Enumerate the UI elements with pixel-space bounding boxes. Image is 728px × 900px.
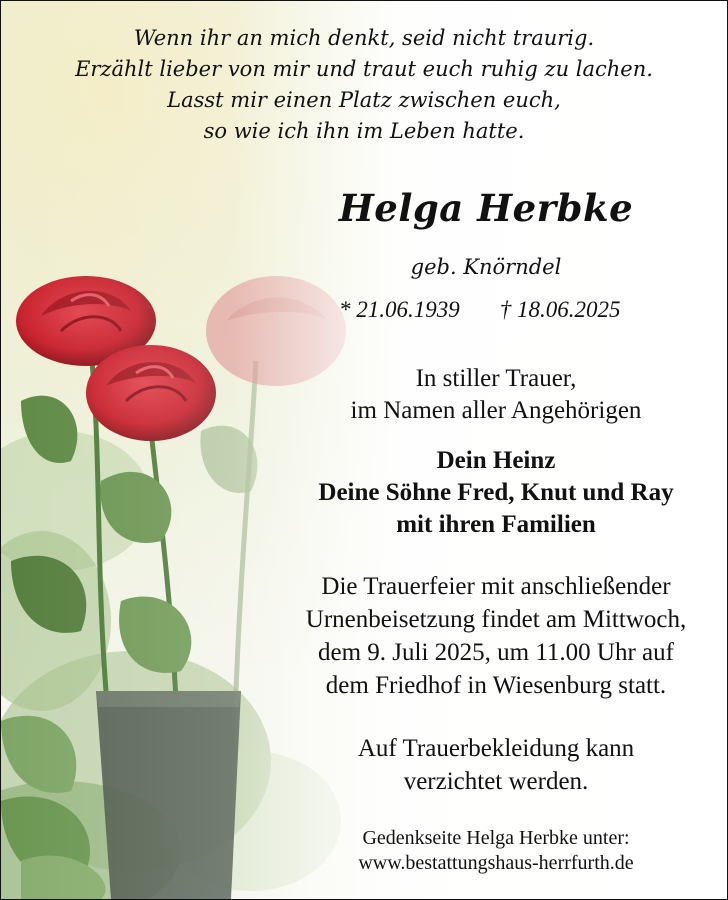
service-line: Die Trauerfeier mit anschließender (321, 573, 671, 600)
death-date: † 18.06.2025 (499, 297, 621, 322)
life-dates (339, 297, 621, 323)
poem-line: so wie ich ihn im Leben hatte. (203, 119, 525, 143)
mourning-line: In stiller Trauer, (415, 365, 577, 392)
poem-line: Lasst mir einen Platz zwischen euch, (167, 88, 561, 112)
clothing-line: verzichtet werden. (403, 768, 589, 795)
deceased-name: Helga Herbke (338, 186, 634, 230)
family-line: Dein Heinz (436, 447, 556, 474)
service-info (261, 570, 728, 702)
memorial-line: Gedenkseite Helga Herbke unter: (362, 827, 630, 849)
clothing-note (261, 732, 728, 798)
family-names (261, 445, 728, 541)
birth-name: geb. Knörndel (410, 255, 562, 279)
clothing-line: Auf Trauerbekleidung kann (357, 735, 635, 762)
memorial-page (261, 826, 728, 876)
poem-line: Wenn ihr an mich denkt, seid nicht traurig. (133, 26, 595, 50)
memorial-url: www.bestattungshaus-herrfurth.de (358, 852, 634, 874)
poem-line: Erzählt lieber von mir und traut euch ruhig zu lachen. (75, 57, 653, 81)
family-line: Deine Söhne Fred, Knut und Ray (318, 479, 674, 506)
poem (1, 23, 727, 147)
family-line: mit ihren Familien (396, 511, 596, 538)
service-line: dem 9. Juli 2025, um 11.00 Uhr auf (318, 639, 674, 666)
service-line: Urnenbeisetzung findet am Mittwoch, (305, 606, 687, 633)
birth-date: * 21.06.1939 (339, 297, 460, 322)
mourning-line: im Namen aller Angehörigen (350, 397, 642, 424)
mourning-text (261, 363, 728, 427)
service-line: dem Friedhof in Wiesenburg statt. (325, 672, 667, 699)
